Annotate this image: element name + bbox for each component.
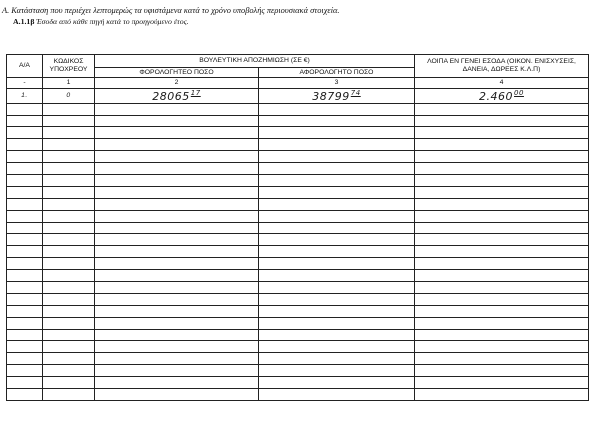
table-cell [415, 139, 589, 151]
table-cell [95, 365, 259, 377]
table-cell [415, 353, 589, 365]
table-cell [415, 222, 589, 234]
table-cell [7, 210, 43, 222]
table-cell [43, 329, 95, 341]
table-row [7, 282, 589, 294]
table-row [7, 365, 589, 377]
table-cell [415, 365, 589, 377]
table-cell [259, 210, 415, 222]
table-cell [415, 270, 589, 282]
row-non-taxable [259, 89, 415, 104]
table-cell [7, 305, 43, 317]
table-cell [415, 186, 589, 198]
col-header-aa: Α/Α [7, 55, 43, 78]
table-cell [259, 329, 415, 341]
table-cell [415, 305, 589, 317]
table-cell [43, 377, 95, 389]
table-cell [259, 139, 415, 151]
table-row [7, 329, 589, 341]
table-cell [415, 282, 589, 294]
table-cell [415, 198, 589, 210]
table-cell [259, 293, 415, 305]
table-cell [95, 389, 259, 401]
table-cell [7, 103, 43, 115]
table-cell [415, 175, 589, 187]
table-cell [95, 139, 259, 151]
table-cell [95, 163, 259, 175]
table-cell [415, 115, 589, 127]
table-cell [7, 389, 43, 401]
table-cell [7, 317, 43, 329]
table-cell [259, 353, 415, 365]
table-cell [259, 258, 415, 270]
table-cell [43, 353, 95, 365]
table-cell [43, 103, 95, 115]
table-cell [95, 353, 259, 365]
table-cell [95, 282, 259, 294]
row-code: 0 [43, 89, 95, 104]
table-cell [95, 305, 259, 317]
subsection-code: A.1.1β [13, 17, 35, 26]
table-cell [7, 163, 43, 175]
table-cell [43, 163, 95, 175]
subsection-text: Έσοδα από κάθε πηγή κατά το προηγούμενο έτος. [36, 17, 189, 26]
table-cell [43, 115, 95, 127]
table-cell [43, 222, 95, 234]
row-aa: 1. [7, 89, 43, 104]
table-cell [259, 163, 415, 175]
table-cell [259, 282, 415, 294]
table-cell [259, 305, 415, 317]
table-cell [259, 151, 415, 163]
table-cell [95, 246, 259, 258]
table-cell [43, 127, 95, 139]
table-cell [7, 246, 43, 258]
subsection-title [13, 17, 189, 26]
table-cell [43, 389, 95, 401]
table-cell [7, 293, 43, 305]
non-taxable-amount: 38799$^{74}$ [312, 89, 361, 103]
table-cell [43, 234, 95, 246]
table-row [7, 163, 589, 175]
col-header-taxable: ΦΟΡΟΛΟΓΗΤΕΟ ΠΟΣΟ [95, 68, 259, 78]
table-cell [43, 246, 95, 258]
table-cell [43, 258, 95, 270]
table-cell [95, 377, 259, 389]
table-cell [7, 353, 43, 365]
table-cell [43, 151, 95, 163]
table-cell [415, 234, 589, 246]
table-row [7, 305, 589, 317]
table-row [7, 151, 589, 163]
table-row [7, 341, 589, 353]
table-cell [43, 186, 95, 198]
column-number: 3 [259, 78, 415, 89]
table-cell [95, 127, 259, 139]
table-cell [259, 103, 415, 115]
table-cell [415, 293, 589, 305]
table-cell [7, 365, 43, 377]
table-cell [95, 210, 259, 222]
table-cell [259, 175, 415, 187]
table-row [7, 389, 589, 401]
table-row [7, 103, 589, 115]
table-row [7, 234, 589, 246]
table-cell [7, 377, 43, 389]
table-cell [43, 270, 95, 282]
table-cell [415, 341, 589, 353]
column-number-row [7, 78, 589, 89]
table-cell [95, 317, 259, 329]
table-cell [7, 115, 43, 127]
table-cell [415, 210, 589, 222]
table-cell [259, 222, 415, 234]
row-other-income [415, 89, 589, 104]
table-cell [43, 293, 95, 305]
table-cell [95, 270, 259, 282]
table-cell [43, 210, 95, 222]
table-cell [95, 115, 259, 127]
table-cell [95, 234, 259, 246]
table-cell [43, 282, 95, 294]
col-header-code: ΚΩΔΙΚΟΣ ΥΠΟΧΡΕΟΥ [43, 55, 95, 78]
other-income-amount: 2.460$^{00}$ [479, 89, 524, 103]
table-cell [259, 198, 415, 210]
table-cell [95, 103, 259, 115]
table-cell [7, 175, 43, 187]
table-row [7, 246, 589, 258]
table-cell [415, 317, 589, 329]
row-taxable [95, 89, 259, 104]
column-number: 1 [43, 78, 95, 89]
col-header-non-taxable: ΑΦΟΡΟΛΟΓΗΤΟ ΠΟΣΟ [259, 68, 415, 78]
table-row [7, 258, 589, 270]
table-cell [259, 246, 415, 258]
column-number: 2 [95, 78, 259, 89]
table-cell [415, 163, 589, 175]
table-cell [415, 246, 589, 258]
table-cell [415, 377, 589, 389]
table-cell [259, 389, 415, 401]
table-row [7, 270, 589, 282]
table-cell [7, 282, 43, 294]
table-cell [415, 329, 589, 341]
table-row [7, 293, 589, 305]
table-row [7, 186, 589, 198]
table-cell [95, 198, 259, 210]
table-cell [7, 151, 43, 163]
table-row [7, 377, 589, 389]
table-cell [95, 222, 259, 234]
table-cell [43, 341, 95, 353]
table-cell [415, 389, 589, 401]
table-cell [43, 198, 95, 210]
table-cell [43, 175, 95, 187]
table-cell [43, 305, 95, 317]
table-row [7, 198, 589, 210]
table-cell [7, 198, 43, 210]
table-row [7, 139, 589, 151]
header-row-1 [7, 55, 589, 68]
table-cell [7, 139, 43, 151]
table-row [7, 210, 589, 222]
table-cell [7, 258, 43, 270]
table-cell [259, 317, 415, 329]
table-cell [415, 151, 589, 163]
table-cell [259, 234, 415, 246]
table-cell [7, 270, 43, 282]
column-number: 4 [415, 78, 589, 89]
table-cell [95, 258, 259, 270]
table-cell [7, 234, 43, 246]
table-cell [7, 127, 43, 139]
column-number: - [7, 78, 43, 89]
table-cell [95, 186, 259, 198]
table-cell [43, 139, 95, 151]
table-row [7, 127, 589, 139]
table-cell [43, 365, 95, 377]
taxable-amount: 28065$^{17}$ [152, 89, 201, 103]
table-row [7, 89, 589, 104]
income-table [6, 54, 589, 401]
table-cell [259, 377, 415, 389]
table-cell [415, 103, 589, 115]
table-cell [259, 115, 415, 127]
table-cell [43, 317, 95, 329]
table-row [7, 222, 589, 234]
table-row [7, 175, 589, 187]
col-header-other-income: ΛΟΙΠΑ ΕΝ ΓΕΝΕΙ ΕΣΟΔΑ (ΟΙΚΟΝ. ΕΝΙΣΧΥΣΕΙΣ, ΔΑΝΕΙΑ, ΔΩΡΕΕΣ Κ.Λ.Π) [415, 55, 589, 78]
table-cell [259, 365, 415, 377]
table-cell [7, 222, 43, 234]
table-cell [95, 293, 259, 305]
table-row [7, 115, 589, 127]
table-cell [7, 341, 43, 353]
table-row [7, 353, 589, 365]
table-cell [415, 258, 589, 270]
table-cell [259, 186, 415, 198]
table-row [7, 317, 589, 329]
table-cell [7, 329, 43, 341]
section-title: A. Κατάσταση που περιέχει λεπτομερώς τα υφιστάμενα κατά το χρόνο υποβολής περιουσιακά στοιχεία. [2, 6, 340, 15]
table-cell [95, 151, 259, 163]
table-cell [95, 175, 259, 187]
table-cell [95, 329, 259, 341]
table-cell [259, 341, 415, 353]
table-cell [259, 270, 415, 282]
col-header-allowance-group: ΒΟΥΛΕΥΤΙΚΗ ΑΠΟΖΗΜΙΩΣΗ (ΣΕ €) [95, 55, 415, 68]
table-cell [95, 341, 259, 353]
table-cell [415, 127, 589, 139]
table-cell [7, 186, 43, 198]
table-cell [259, 127, 415, 139]
